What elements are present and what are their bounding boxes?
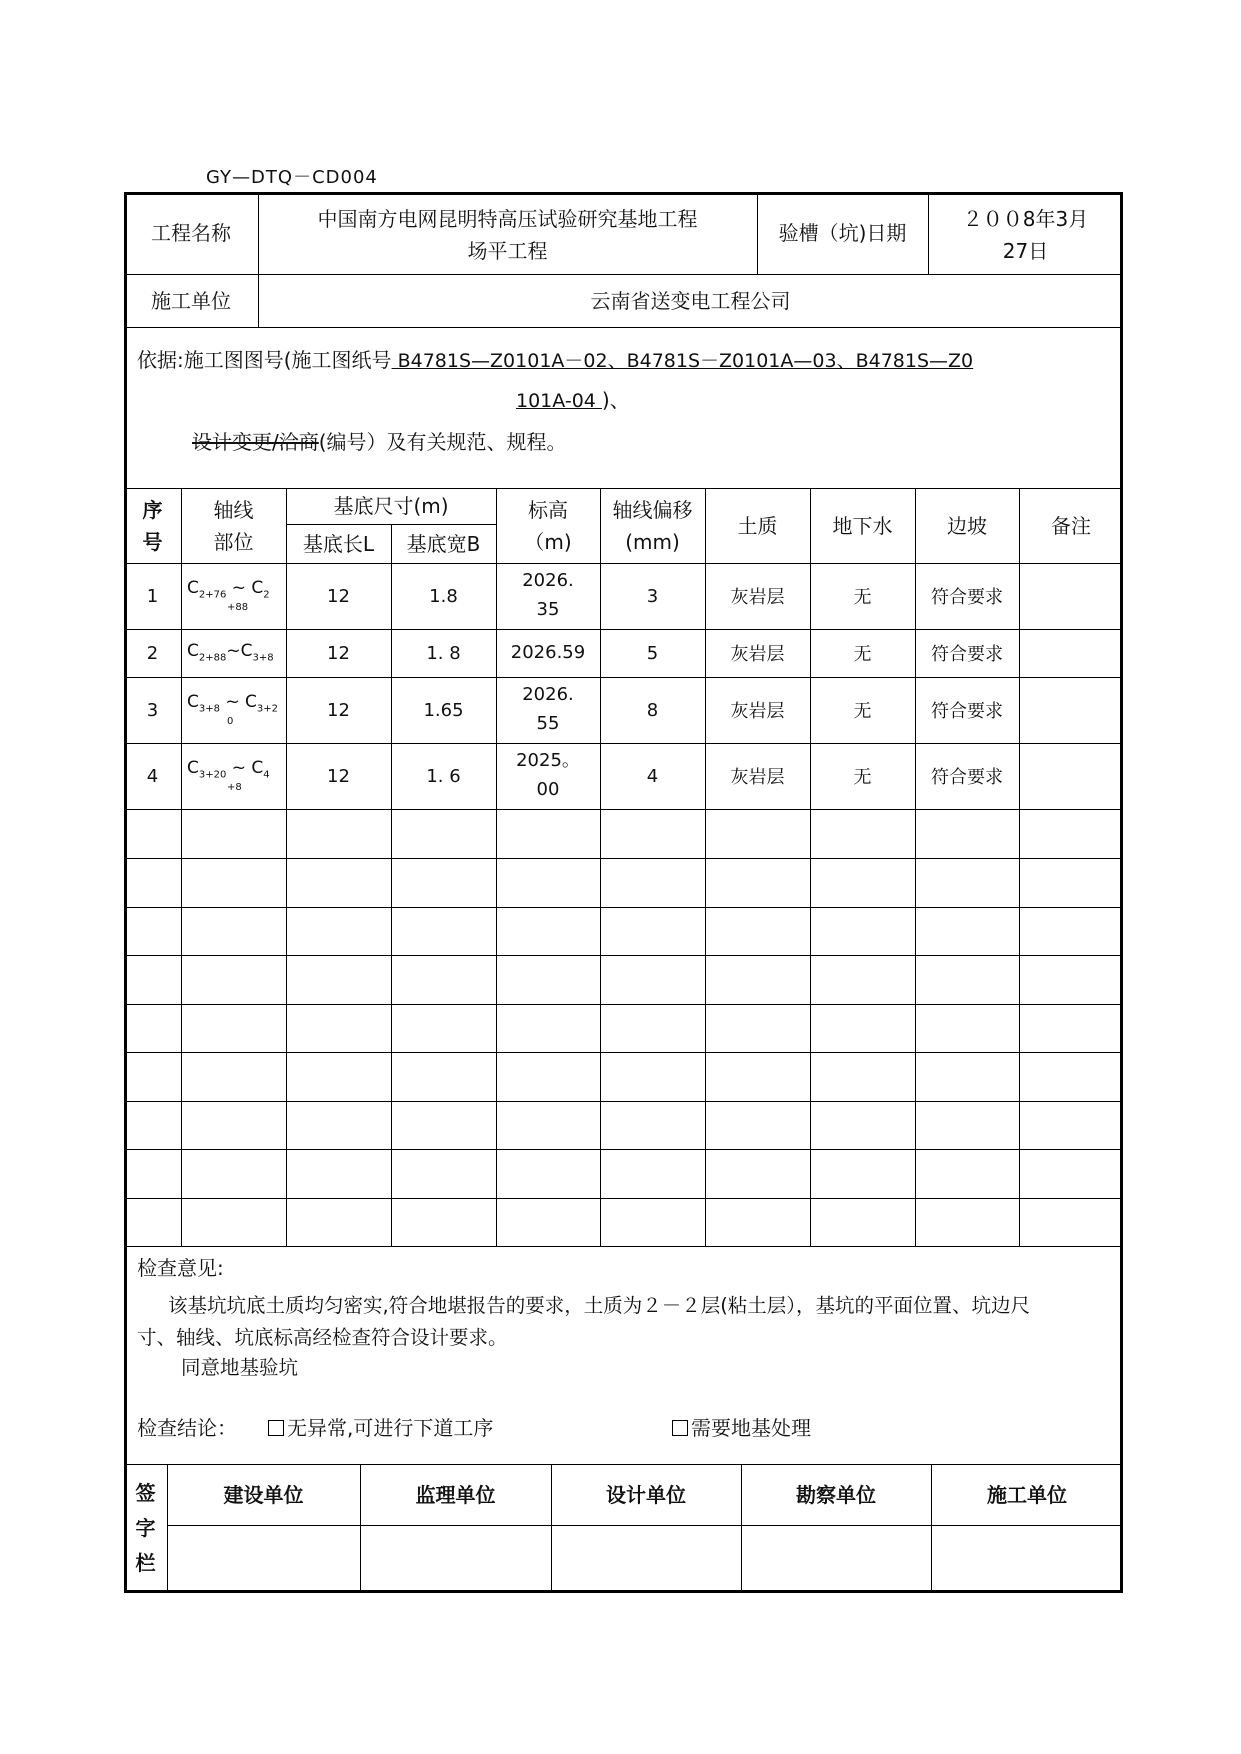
cell-remark xyxy=(1019,629,1123,677)
cell-slope: 符合要求 xyxy=(931,644,1003,665)
col-header-water: 地下水 xyxy=(832,513,893,538)
inspection-date xyxy=(928,198,1123,272)
cell-remark xyxy=(1019,677,1123,743)
cell-remark xyxy=(1019,743,1123,809)
axis-mid: ~C xyxy=(226,641,253,662)
cell-width: 1. 6 xyxy=(426,765,461,787)
cell-axis xyxy=(181,677,286,743)
cell-elevation: 2026.59 xyxy=(510,641,586,663)
design-change-rest: (编号）及有关规范、规程。 xyxy=(318,430,567,454)
divider xyxy=(124,1198,1123,1199)
sign-unit-supervisor: 监理单位 xyxy=(415,1482,496,1507)
cell-length: 12 xyxy=(327,642,350,664)
divider xyxy=(124,1052,1123,1053)
col-header-remark: 备注 xyxy=(1051,513,1091,538)
col-header-width: 基底宽B xyxy=(406,531,481,556)
opinion-label: 检查意见: xyxy=(137,1256,224,1280)
cell-soil: 灰岩层 xyxy=(730,767,785,788)
drawing-numbers-line2: 101A-04 xyxy=(516,390,602,412)
axis-mid: ~ C xyxy=(219,692,257,713)
col-header-elevation: 标高（m) xyxy=(524,497,572,554)
form-code: GY—DTQ－CD004 xyxy=(206,167,378,188)
sign-unit-designer: 设计单位 xyxy=(606,1482,686,1507)
cell-slope: 符合要求 xyxy=(931,587,1003,608)
sign-unit-contractor: 施工单位 xyxy=(987,1482,1067,1507)
signature-box-designer[interactable] xyxy=(551,1525,741,1593)
checkbox-icon[interactable] xyxy=(672,1420,688,1436)
cell-offset: 3 xyxy=(646,585,659,607)
date-line1: ２００8年3月 xyxy=(962,207,1089,231)
axis-sub1: 2+76 xyxy=(198,589,227,601)
cell-slope: 符合要求 xyxy=(931,767,1003,788)
sign-unit-surveyor: 勘察单位 xyxy=(796,1482,876,1507)
conclusion-label: 检查结论： xyxy=(137,1416,237,1440)
signature-box-contractor[interactable] xyxy=(931,1525,1123,1593)
cell-length: 12 xyxy=(327,585,350,607)
axis-tail: +88 xyxy=(227,601,249,613)
col-header-axis: 轴线部位 xyxy=(213,497,254,554)
cell-soil: 灰岩层 xyxy=(730,644,785,665)
cell-offset: 8 xyxy=(646,699,659,721)
cell-width: 1. 8 xyxy=(426,642,461,664)
signature-box-supervisor[interactable] xyxy=(360,1525,551,1593)
drawing-numbers-line1: B4781S—Z0101A－02、B4781S－Z0101A—03、B4781S—Z0 xyxy=(391,350,974,372)
signature-box-owner[interactable] xyxy=(167,1525,360,1593)
col-header-offset: 轴线偏移(mm) xyxy=(612,497,693,554)
cell-soil: 灰岩层 xyxy=(730,701,785,722)
basis-suffix: )、 xyxy=(601,388,630,412)
project-name xyxy=(258,198,757,272)
basis-text-line3 xyxy=(192,426,567,458)
cell-offset: 4 xyxy=(646,765,659,787)
conclusion-option-treatment[interactable] xyxy=(672,1412,811,1444)
col-header-size: 基底尺寸(m) xyxy=(333,494,449,518)
axis-sub1: 2+88 xyxy=(198,652,227,664)
axis-sub2: 3+8 xyxy=(252,652,274,664)
axis-tail: +8 xyxy=(227,781,242,793)
cell-soil: 灰岩层 xyxy=(730,587,785,608)
col-header-length: 基底长L xyxy=(302,531,375,556)
project-label: 工程名称 xyxy=(151,221,231,245)
cell-seq: 4 xyxy=(146,765,159,787)
col-header-soil: 土质 xyxy=(737,513,778,538)
project-name-line2: 场平工程 xyxy=(467,239,548,263)
cell-seq: 1 xyxy=(146,585,159,607)
signature-label: 签字栏 xyxy=(135,1481,156,1575)
cell-axis xyxy=(181,563,286,629)
basis-prefix: 依据:施工图图号(施工图纸号 xyxy=(137,348,392,372)
col-header-slope: 边坡 xyxy=(947,513,987,538)
cell-water: 无 xyxy=(853,701,872,722)
basis-text xyxy=(137,344,973,376)
divider xyxy=(124,1149,1123,1150)
conclusion-option-normal[interactable] xyxy=(268,1412,493,1444)
contractor-label: 施工单位 xyxy=(151,288,231,313)
axis-main: C xyxy=(187,641,199,662)
cell-length: 12 xyxy=(327,765,350,787)
cell-slope: 符合要求 xyxy=(931,701,1003,722)
contractor-value: 云南省送变电工程公司 xyxy=(590,288,791,313)
sign-unit-owner: 建设单位 xyxy=(223,1482,304,1507)
divider xyxy=(124,907,1123,908)
divider xyxy=(124,955,1123,956)
cell-remark xyxy=(1019,563,1123,629)
cell-elevation: 2026. 55 xyxy=(522,684,574,734)
cell-axis xyxy=(181,629,286,677)
cell-width: 1.65 xyxy=(423,699,464,721)
axis-sub1: 3+8 xyxy=(198,703,220,715)
axis-main: C xyxy=(187,758,199,779)
divider xyxy=(124,1004,1123,1005)
axis-mid: ~ C xyxy=(226,758,264,779)
cell-elevation: 2026. 35 xyxy=(522,570,574,620)
basis-text-line2 xyxy=(516,384,630,416)
date-label: 验槽（坑)日期 xyxy=(778,221,907,245)
cell-water: 无 xyxy=(853,767,872,788)
cell-seq: 2 xyxy=(146,642,159,664)
signature-box-surveyor[interactable] xyxy=(741,1525,931,1593)
axis-tail: 0 xyxy=(227,715,234,727)
option-normal-label: 无异常,可进行下道工序 xyxy=(287,1416,494,1440)
cell-length: 12 xyxy=(327,699,350,721)
cell-elevation: 2025。00 xyxy=(516,750,580,800)
col-header-seq: 序号 xyxy=(142,497,163,554)
axis-sub1: 3+20 xyxy=(198,769,227,781)
divider xyxy=(124,327,1123,328)
axis-sub2: 4 xyxy=(263,769,270,781)
date-line2: 27日 xyxy=(1002,239,1049,263)
cell-seq: 3 xyxy=(146,699,159,721)
project-name-line1: 中国南方电网昆明特高压试验研究基地工程 xyxy=(317,207,698,231)
cell-offset: 5 xyxy=(646,642,659,664)
design-change-strike: 设计变更/洽商 xyxy=(192,430,319,454)
cell-axis xyxy=(181,743,286,809)
opinion-agree: 同意地基验坑 xyxy=(181,1356,299,1379)
cell-water: 无 xyxy=(853,587,872,608)
divider xyxy=(124,1101,1123,1102)
axis-main: C xyxy=(187,692,199,713)
option-treatment-label: 需要地基处理 xyxy=(691,1416,811,1440)
axis-sub2: 2 xyxy=(263,589,270,601)
opinion-text-line2: 寸、轴线、坑底标高经检查符合设计要求。 xyxy=(137,1326,508,1349)
axis-mid: ~ C xyxy=(226,578,264,599)
cell-water: 无 xyxy=(853,644,872,665)
divider xyxy=(124,809,1123,810)
divider xyxy=(124,858,1123,859)
divider xyxy=(124,1246,1123,1247)
axis-sub2: 3+2 xyxy=(256,703,279,715)
checkbox-icon[interactable] xyxy=(268,1420,284,1436)
cell-width: 1.8 xyxy=(429,585,458,607)
axis-main: C xyxy=(187,578,199,599)
opinion-text-line1: 该基坑坑底土质均匀密实,符合地堪报告的要求，土质为２－２层(粘土层），基坑的平面位置、坑边尺 xyxy=(168,1294,1031,1317)
